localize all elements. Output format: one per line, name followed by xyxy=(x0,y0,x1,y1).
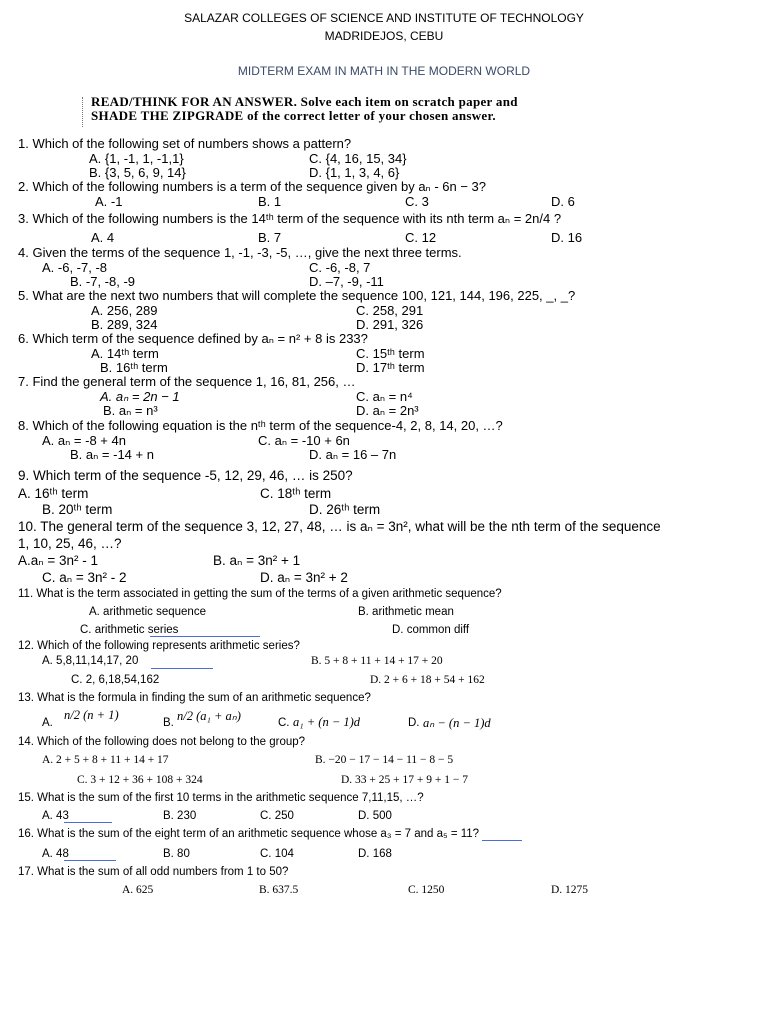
choice-15d[interactable]: D. 500 xyxy=(358,810,392,822)
question-11: 11. What is the term associated in getting the sum of the terms of a given arithmetic sequence? xyxy=(18,588,502,600)
question-6: 6. Which term of the sequence defined by aₙ = n² + 8 is 233? xyxy=(18,331,368,346)
choice-2a[interactable]: A. -1 xyxy=(95,194,123,209)
choice-4b[interactable]: B. -7, -8, -9 xyxy=(70,274,136,289)
choice-12b[interactable]: B. 5 + 8 + 11 + 14 + 17 + 20 xyxy=(311,655,443,667)
instruction-line-1: READ/THINK FOR AN ANSWER. Solve each item on scratch paper and xyxy=(91,94,518,109)
choice-10b[interactable]: B. aₙ = 3n² + 1 xyxy=(213,553,301,568)
choice-8c[interactable]: C. aₙ = -10 + 6n xyxy=(258,433,350,448)
question-17: 17. What is the sum of all odd numbers from 1 to 50? xyxy=(18,866,289,878)
choice-17a[interactable]: A. 625 xyxy=(122,884,154,896)
choice-13a-label[interactable]: A. xyxy=(42,717,53,729)
choice-6a[interactable]: A. 14ᵗʰ term xyxy=(91,346,159,361)
choice-17b[interactable]: B. 637.5 xyxy=(259,884,299,896)
choice-1c[interactable]: C. {4, 16, 15, 34} xyxy=(309,151,407,166)
school-name: SALAZAR COLLEGES OF SCIENCE AND INSTITUTE OF TECHNOLOGY xyxy=(184,11,584,25)
choice-16a[interactable]: A. 48 xyxy=(42,848,69,860)
choice-13b-label[interactable]: B. xyxy=(163,717,174,729)
choice-15c[interactable]: C. 250 xyxy=(260,810,294,822)
question-10: 10. The general term of the sequence 3, 12, 27, 48, … is aₙ = 3n², what will be the nth term of the sequence xyxy=(18,519,661,534)
choice-17c[interactable]: C. 1250 xyxy=(408,884,445,896)
choice-6b[interactable]: B. 16ᵗʰ term xyxy=(100,360,168,375)
question-10-line2: 1, 10, 25, 46, …? xyxy=(18,536,122,551)
choice-1b[interactable]: B. {3, 5, 6, 9, 14} xyxy=(89,165,186,180)
choice-15b[interactable]: B. 230 xyxy=(163,810,197,822)
question-7: 7. Find the general term of the sequence 1, 16, 81, 256, … xyxy=(18,374,356,389)
choice-13c-label[interactable]: C. xyxy=(278,717,290,729)
choice-11a[interactable]: A. arithmetic sequence xyxy=(89,606,206,618)
choice-11c[interactable]: C. arithmetic series xyxy=(80,624,179,636)
exam-title: MIDTERM EXAM IN MATH IN THE MODERN WORLD xyxy=(237,64,531,78)
choice-10d[interactable]: D. aₙ = 3n² + 2 xyxy=(260,570,348,585)
choice-3c[interactable]: C. 12 xyxy=(405,230,437,245)
choice-17d[interactable]: D. 1275 xyxy=(551,884,589,896)
choice-9b[interactable]: B. 20ᵗʰ term xyxy=(42,502,113,517)
choice-10c[interactable]: C. aₙ = 3n² - 2 xyxy=(42,570,127,585)
question-8: 8. Which of the following equation is the nᵗʰ term of the sequence-4, 2, 8, 14, 20, …? xyxy=(18,418,503,433)
choice-5c[interactable]: C. 258, 291 xyxy=(356,303,424,318)
choice-9d[interactable]: D. 26ᵗʰ term xyxy=(309,502,381,517)
question-15: 15. What is the sum of the first 10 terms in the arithmetic sequence 7,11,15, …? xyxy=(18,792,424,804)
question-1: 1. Which of the following set of numbers shows a pattern? xyxy=(18,136,352,151)
choice-16d[interactable]: D. 168 xyxy=(358,848,392,860)
choice-15a[interactable]: A. 43 xyxy=(42,810,69,822)
choice-4d[interactable]: D. –7, -9, -11 xyxy=(309,274,384,289)
choice-1d[interactable]: D. {1, 1, 3, 4, 6} xyxy=(309,165,400,180)
instruction-line-2: SHADE THE ZIPGRADE of the correct letter of your chosen answer. xyxy=(91,108,496,123)
choice-6c[interactable]: C. 15ᵗʰ term xyxy=(356,346,425,361)
choice-3b[interactable]: B. 7 xyxy=(258,230,282,245)
choice-10a[interactable]: A.aₙ = 3n² - 1 xyxy=(18,553,99,568)
choice-7a[interactable]: A. aₙ = 2n − 1 xyxy=(100,389,180,404)
question-2: 2. Which of the following numbers is a term of the sequence given by aₙ - 6n − 3? xyxy=(18,179,487,194)
choice-8b[interactable]: B. aₙ = -14 + n xyxy=(70,447,154,462)
choice-2d[interactable]: D. 6 xyxy=(551,194,575,209)
choice-8d[interactable]: D. aₙ = 16 – 7n xyxy=(309,447,397,462)
choice-5d[interactable]: D. 291, 326 xyxy=(356,317,424,332)
choice-12d[interactable]: D. 2 + 6 + 18 + 54 + 162 xyxy=(370,674,485,686)
formula-13d: aₙ − (n − 1)d xyxy=(423,716,491,730)
question-13: 13. What is the formula in finding the sum of an arithmetic sequence? xyxy=(18,692,371,704)
choice-5a[interactable]: A. 256, 289 xyxy=(91,303,158,318)
question-4: 4. Given the terms of the sequence 1, -1, -3, -5, …, give the next three terms. xyxy=(18,245,462,260)
choice-14b[interactable]: B. −20 − 17 − 14 − 11 − 8 − 5 xyxy=(315,754,454,766)
choice-14a[interactable]: A. 2 + 5 + 8 + 11 + 14 + 17 xyxy=(42,754,169,766)
formula-13c: a₁ + (n − 1)d xyxy=(293,715,361,729)
choice-2b[interactable]: B. 1 xyxy=(258,194,282,209)
choice-14d[interactable]: D. 33 + 25 + 17 + 9 + 1 − 7 xyxy=(341,774,468,786)
choice-4a[interactable]: A. -6, -7, -8 xyxy=(42,260,108,275)
choice-11d[interactable]: D. common diff xyxy=(392,624,470,636)
question-9: 9. Which term of the sequence -5, 12, 29, 46, … is 250? xyxy=(18,468,353,483)
choice-9a[interactable]: A. 16ᵗʰ term xyxy=(18,486,89,501)
question-12: 12. Which of the following represents arithmetic series? xyxy=(18,640,300,652)
formula-13a: n/2 (n + 1) xyxy=(64,708,119,722)
choice-4c[interactable]: C. -6, -8, 7 xyxy=(309,260,371,275)
choice-12c[interactable]: C. 2, 6,18,54,162 xyxy=(71,674,160,686)
question-14: 14. Which of the following does not belong to the group? xyxy=(18,736,306,748)
choice-13d-label[interactable]: D. xyxy=(408,717,420,729)
question-5: 5. What are the next two numbers that will complete the sequence 100, 121, 144, 196, 225, _, _? xyxy=(18,288,576,303)
school-location: MADRIDEJOS, CEBU xyxy=(324,29,444,43)
choice-5b[interactable]: B. 289, 324 xyxy=(91,317,158,332)
choice-3a[interactable]: A. 4 xyxy=(91,230,115,245)
choice-3d[interactable]: D. 16 xyxy=(551,230,583,245)
choice-2c[interactable]: C. 3 xyxy=(405,194,429,209)
formula-13b: n/2 (a₁ + aₙ) xyxy=(177,709,241,723)
choice-11b[interactable]: B. arithmetic mean xyxy=(358,606,454,618)
choice-6d[interactable]: D. 17ᵗʰ term xyxy=(356,360,425,375)
choice-9c[interactable]: C. 18ᵗʰ term xyxy=(260,486,332,501)
choice-12a[interactable]: A. 5,8,11,14,17, 20 xyxy=(42,655,139,667)
question-16: 16. What is the sum of the eight term of an arithmetic sequence whose a₃ = 7 and a₅ = 11? xyxy=(18,828,480,840)
choice-7b[interactable]: B. aₙ = n³ xyxy=(103,403,158,418)
choice-14c[interactable]: C. 3 + 12 + 36 + 108 + 324 xyxy=(77,774,203,786)
question-3: 3. Which of the following numbers is the 14ᵗʰ term of the sequence with its nth term aₙ = 2n/4 ? xyxy=(18,211,562,226)
choice-16b[interactable]: B. 80 xyxy=(163,848,190,860)
choice-8a[interactable]: A. aₙ = -8 + 4n xyxy=(42,433,126,448)
choice-7d[interactable]: D. aₙ = 2n³ xyxy=(356,403,419,418)
choice-1a[interactable]: A. {1, -1, 1, -1,1} xyxy=(89,151,184,166)
choice-16c[interactable]: C. 104 xyxy=(260,848,294,860)
choice-7c[interactable]: C. aₙ = n⁴ xyxy=(356,389,413,404)
